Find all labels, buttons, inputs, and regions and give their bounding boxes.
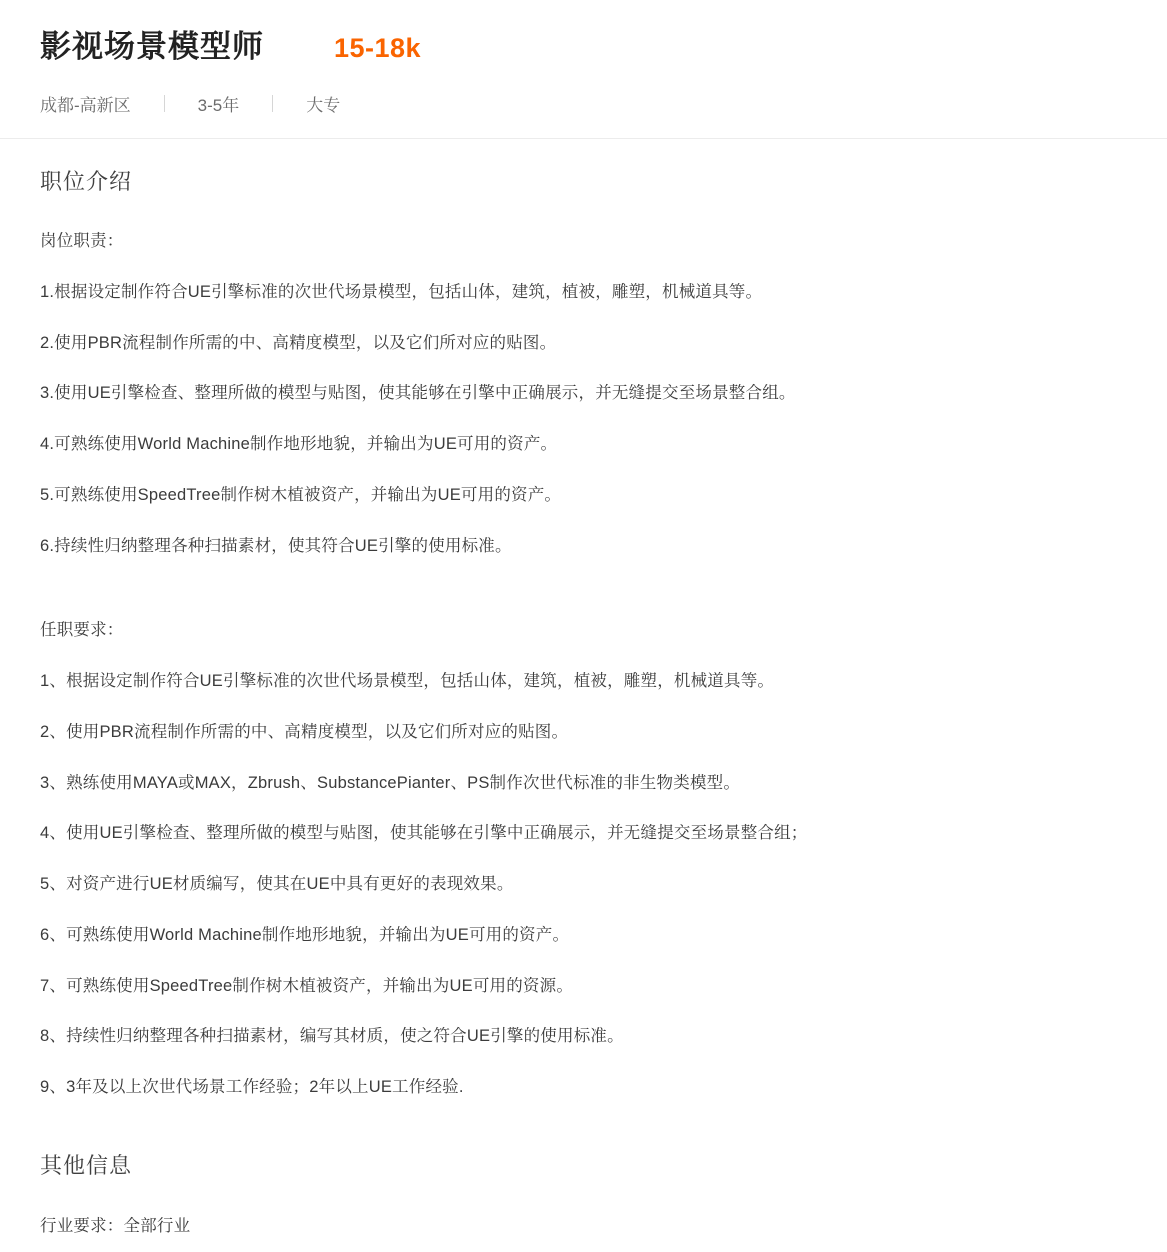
- list-item-index: 5、: [40, 875, 67, 894]
- list-item-text: 根据设定制作符合UE引擎标准的次世代场景模型，包括山体，建筑，植被，雕塑，机械道具等。: [66, 672, 775, 691]
- list-item-index: 4.: [40, 435, 55, 454]
- list-item-index: 1、: [40, 672, 67, 691]
- paragraph-spacer: [40, 571, 1127, 605]
- list-item: [40, 961, 1127, 1012]
- meta-experience: 3-5年: [197, 96, 240, 116]
- list-item-text: 对资产进行UE材质编写，使其在UE中具有更好的表现效果。: [66, 875, 514, 894]
- list-item-index: 9、: [40, 1078, 67, 1097]
- list-item-index: 3、: [40, 773, 67, 792]
- list-item: [40, 910, 1127, 961]
- list-item-index: 7、: [40, 976, 67, 995]
- list-item-text: 持续性归纳整理各种扫描素材，使其符合UE引擎的使用标准。: [54, 536, 512, 555]
- list-item-text: 使用UE引擎检查、整理所做的模型与贴图，使其能够在引擎中正确展示，并无缝提交至场景整合组。: [54, 384, 796, 403]
- list-item-index: 6.: [40, 536, 55, 555]
- list-item: [40, 808, 1127, 859]
- section-body-job-intro: [0, 196, 1167, 1113]
- list-item-index: 4、: [40, 824, 67, 843]
- list-item: [40, 707, 1127, 758]
- list-item-text: 可熟练使用SpeedTree制作树木植被资产，并输出为UE可用的资产。: [54, 485, 562, 504]
- list-item-index: 5.: [40, 485, 55, 504]
- meta-divider: [164, 95, 165, 112]
- list-item: [40, 1011, 1127, 1062]
- list-item-text: 根据设定制作符合UE引擎标准的次世代场景模型，包括山体，建筑，植被，雕塑，机械道具等。: [54, 282, 763, 301]
- list-item-text: 使用UE引擎检查、整理所做的模型与贴图，使其能够在引擎中正确展示，并无缝提交至场景整合组；: [66, 824, 808, 843]
- list-item-text: 3年及以上次世代场景工作经验；2年以上UE工作经验.: [66, 1078, 464, 1097]
- meta-divider: [272, 95, 273, 112]
- list-item-text: 可熟练使用World Machine制作地形地貌，并输出为UE可用的资产。: [66, 925, 570, 944]
- meta-location: 成都-高新区: [40, 96, 131, 116]
- list-item-index: 8、: [40, 1027, 67, 1046]
- list-item-index: 6、: [40, 925, 67, 944]
- list-item: [40, 758, 1127, 809]
- list-item: [40, 521, 1127, 572]
- section-heading-other-info: 其他信息: [40, 1152, 133, 1178]
- requirements-label: 任职要求：: [40, 621, 124, 640]
- list-item-index: 3.: [40, 384, 55, 403]
- list-item: [40, 368, 1127, 419]
- list-item: [40, 656, 1127, 707]
- list-item-text: 可熟练使用SpeedTree制作树木植被资产，并输出为UE可用的资源。: [66, 976, 574, 995]
- salary-label: 15-18k: [334, 33, 422, 63]
- section-heading-job-intro: 职位介绍: [40, 169, 133, 195]
- list-item-text: 熟练使用MAYA或MAX，Zbrush、SubstancePianter、PS制作次世代标准的非生物类模型。: [66, 773, 741, 792]
- list-item-index: 2、: [40, 722, 67, 741]
- list-item-index: 2.: [40, 333, 55, 352]
- duties-label: 岗位职责：: [40, 232, 124, 251]
- industry-requirement: 行业要求：全部行业: [40, 1216, 191, 1235]
- title-row: [40, 28, 1127, 65]
- list-item-text: 持续性归纳整理各种扫描素材，编写其材质，使之符合UE引擎的使用标准。: [66, 1027, 624, 1046]
- meta-education: 大专: [306, 96, 341, 116]
- list-item: [40, 419, 1127, 470]
- list-item-index: 1.: [40, 282, 55, 301]
- list-item: [40, 267, 1127, 318]
- list-item: [40, 318, 1127, 369]
- list-item-text: 使用PBR流程制作所需的中、高精度模型，以及它们所对应的贴图。: [66, 722, 569, 741]
- list-item: [40, 859, 1127, 910]
- page-title: 影视场景模型师: [40, 29, 264, 64]
- job-meta: [40, 91, 1127, 116]
- job-header: [0, 0, 1167, 139]
- list-item: [40, 470, 1127, 521]
- list-item-text: 可熟练使用World Machine制作地形地貌，并输出为UE可用的资产。: [54, 435, 558, 454]
- list-item-text: 使用PBR流程制作所需的中、高精度模型，以及它们所对应的贴图。: [54, 333, 557, 352]
- list-item: [40, 1062, 1127, 1113]
- section-body-other-info: [0, 1180, 1167, 1252]
